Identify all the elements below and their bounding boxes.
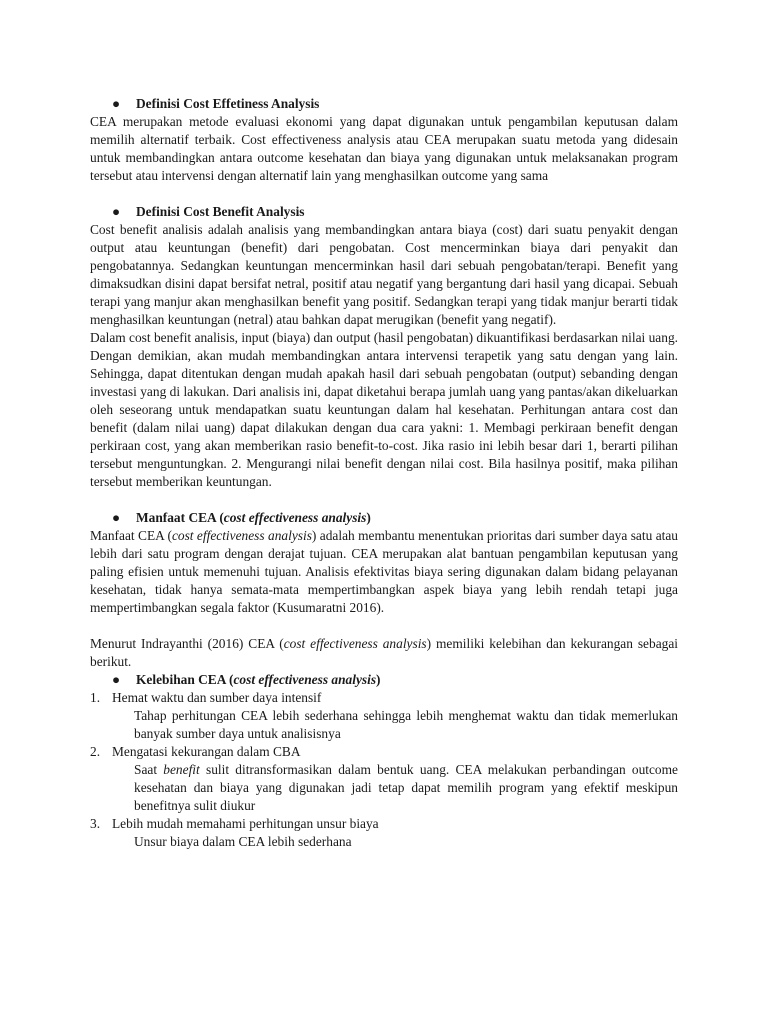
bullet-icon: ● [112, 672, 121, 687]
document-content [90, 95, 678, 851]
heading-text-italic: cost effectiveness analysis [233, 672, 377, 687]
list-item [90, 815, 678, 833]
list-number: 2. [90, 744, 101, 759]
heading-cba-definition [90, 203, 678, 221]
paragraph-menurut-indrayanthi: Menurut Indrayanthi (2016) CEA (cost effectiveness analysis) memiliki kelebihan dan kekurangan sebagai berikut. [90, 636, 678, 669]
list-item [90, 689, 678, 707]
bullet-icon: ● [112, 96, 121, 111]
heading-text: Definisi Cost Benefit Analysis [136, 204, 305, 219]
heading-kelebihan-cea [90, 671, 678, 689]
list-item [90, 743, 678, 761]
list-item-title: Mengatasi kekurangan dalam CBA [112, 744, 301, 759]
list-number: 1. [90, 690, 101, 705]
bullet-icon: ● [112, 510, 121, 525]
heading-text-post: ) [376, 672, 381, 687]
list-item-title: Lebih mudah memahami perhitungan unsur biaya [112, 816, 379, 831]
list-item-title: Hemat waktu dan sumber daya intensif [112, 690, 322, 705]
paragraph-cba-definition: Cost benefit analisis adalah analisis yang membandingkan antara biaya (cost) dari suatu penyakit dengan output atau keuntungan (benefit) dari pengobatan. Cost mencerminkan biaya dari penyakit dan pengobatannya. Sedangkan keuntungan mencerminkan hasil dari sebuah pengobatan/terapi. Benefit yang dimaksudkan disini dapat bersifat netral, positif atau negatif yang bergantung dari hasil yang dicapai. Sebuah terapi yang manjur akan menghasilkan benefit yang positif. Sedangkan terapi yang tidak manjur berarti tidak menghasilkan keuntungan (netral) atau bahkan dapat merugikan (benefit yang negatif). [90, 222, 678, 327]
heading-text-italic: cost effectiveness analysis [223, 510, 367, 525]
bullet-icon: ● [112, 204, 121, 219]
heading-manfaat-cea [90, 509, 678, 527]
paragraph-cea-definition: CEA merupakan metode evaluasi ekonomi yang dapat digunakan untuk pengambilan keputusan dalam memilih alternatif terbaik. Cost effectiveness analysis atau CEA merupakan suatu metoda yang didesain untuk membandingkan antara outcome kesehatan dan biaya yang digunakan untuk melaksanakan program tersebut atau intervensi dengan alternatif lain yang menghasilkan outcome yang sama [90, 114, 678, 183]
list-item-description: Saat benefit sulit ditransformasikan dalam bentuk uang. CEA melakukan perbandingan outcome kesehatan dan biaya yang digunakan jadi tetap dapat memilih program yang efektif meskipun benefitnya sulit diukur [134, 762, 678, 813]
heading-text-pre: Manfaat CEA ( [136, 510, 224, 525]
paragraph-manfaat-cea: Manfaat CEA (cost effectiveness analysis) adalah membantu menentukan prioritas dari sumber daya satu atau lebih dari satu program dengan derajat tujuan. CEA merupakan alat bantuan pengambilan keputusan yang paling efisien untuk memenuhi tujuan. Analisis efektivitas biaya sering digunakan dalam bidang pelayanan kesehatan, tidak hanya semata-mata mempertimbangkan aspek biaya yang lebih rendah tetapi juga mempertimbangkan segala faktor (Kusumaratni 2016). [90, 528, 678, 615]
heading-text-pre: Kelebihan CEA ( [136, 672, 234, 687]
list-item-description: Unsur biaya dalam CEA lebih sederhana [134, 834, 352, 849]
paragraph-cba-calculation: Dalam cost benefit analisis, input (biaya) dan output (hasil pengobatan) dikuantifikasi berdasarkan nilai uang. Dengan demikian, akan mudah membandingkan antara intervensi terapetik yang satu dengan yang lain. Sehingga, dapat ditentukan dengan mudah apakah hasil dari sebuah pengobatan (output) sebanding dengan investasi yang di lakukan. Dari analisis ini, dapat diketahui berapa jumlah uang yang pantas/akan dikeluarkan oleh seseorang untuk mendapatkan suatu keuntungan dalam hal kesehatan. Perhitungan antara cost dan benefit (dalam nilai uang) dapat dilakukan dengan dua cara yakni: 1. Membagi perkiraan benefit dengan perkiraan cost, yang akan memberikan rasio benefit-to-cost. Jika rasio ini lebih besar dari 1, berarti pilihan tersebut menguntungkan. 2. Mengurangi nilai benefit dengan nilai cost. Bila hasilnya positif, maka pilihan tersebut memberikan keuntungan. [90, 330, 678, 489]
list-item-description: Tahap perhitungan CEA lebih sederhana sehingga lebih menghemat waktu dan tidak memerlukan banyak sumber daya untuk analisisnya [134, 708, 678, 741]
heading-text: Definisi Cost Effetiness Analysis [136, 96, 320, 111]
heading-text-post: ) [366, 510, 371, 525]
heading-cea-definition [90, 95, 678, 113]
list-number: 3. [90, 816, 101, 831]
